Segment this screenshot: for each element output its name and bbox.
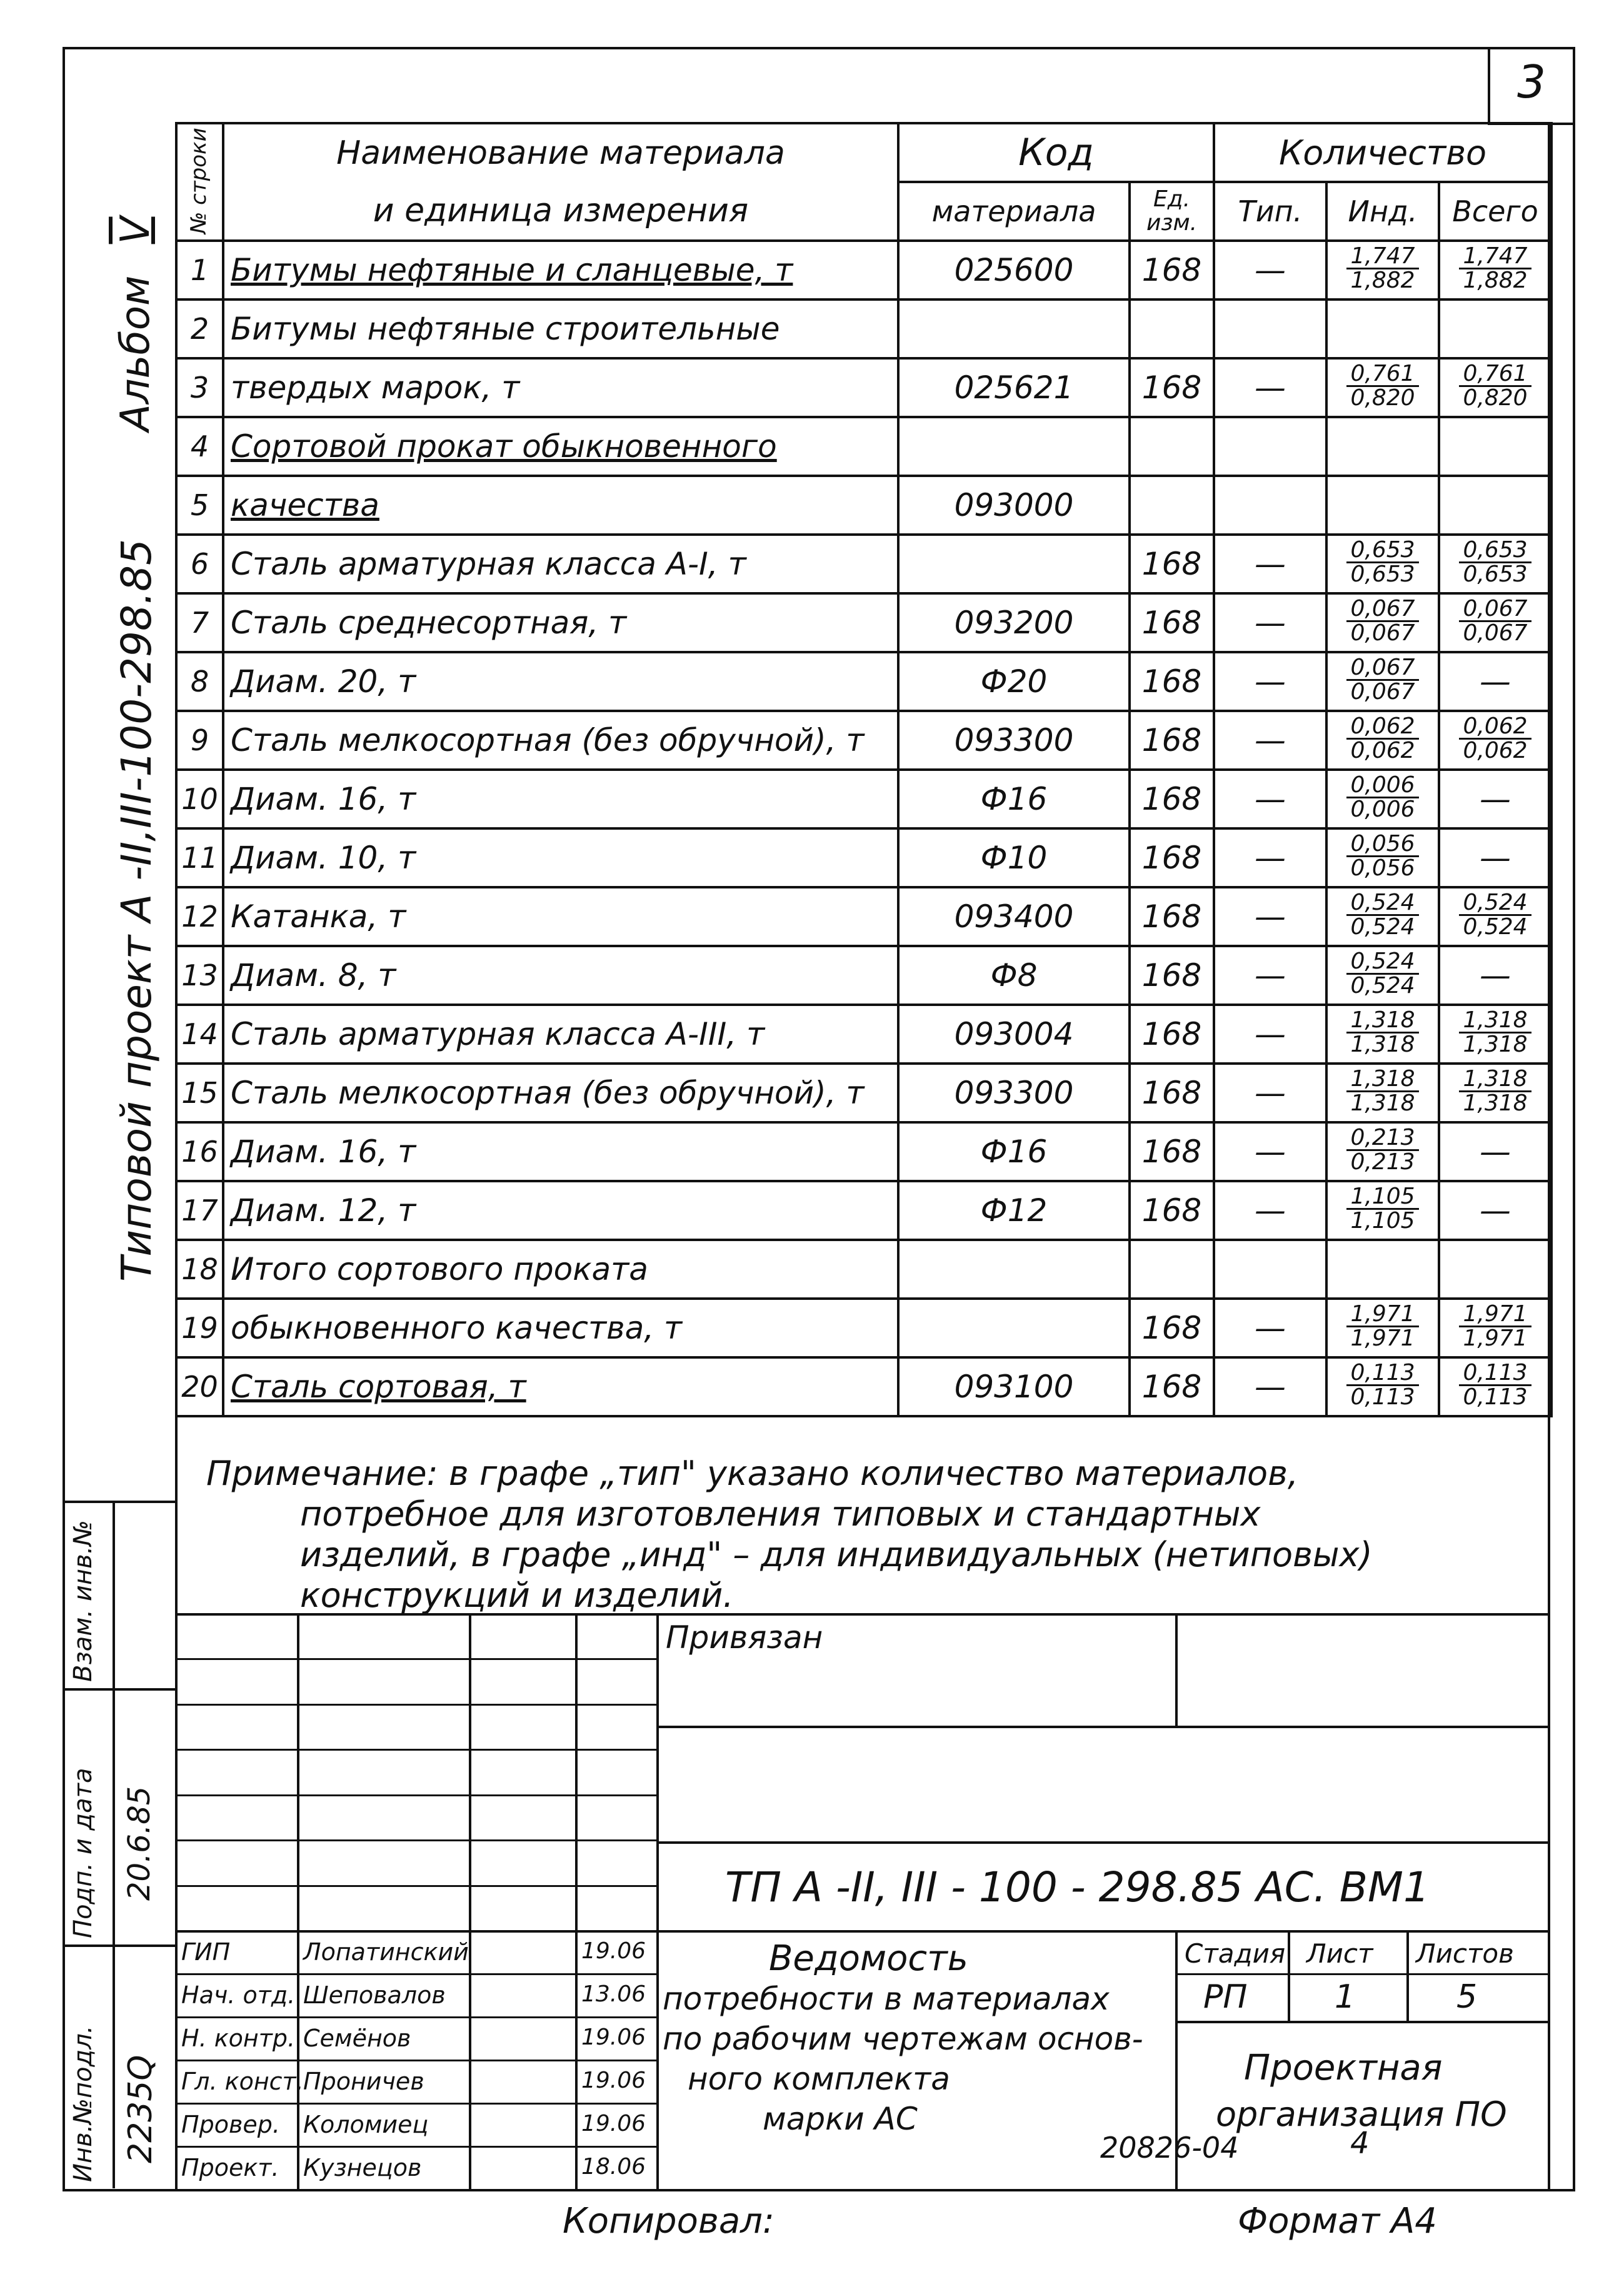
note-line-2: потребное для изготовления типовых и стандартных — [300, 1494, 1261, 1534]
row-material-name: Катанка, т — [223, 887, 898, 946]
note-line-1: Примечание: в графе „тип" указано количество материалов, — [206, 1454, 1299, 1493]
table-row — [176, 652, 1551, 711]
row-number: 12 — [176, 887, 223, 946]
row-qty-typ: — — [1214, 652, 1326, 711]
sign-name: Шеповалов — [303, 1981, 446, 2009]
row-qty-total — [1439, 299, 1551, 358]
tb-grid-line — [175, 2060, 656, 2061]
row-material-name: Сталь мелкосортная (без обручной), т — [223, 711, 898, 770]
row-qty-total-fraction: $\frac{0,113}{0,113}$ — [1459, 1362, 1531, 1409]
stamp-inv-original-value: 2235Q — [122, 2055, 159, 2163]
row-material-name: Сортовой прокат обыкновенного — [223, 417, 898, 476]
row-material-code: Ф16 — [898, 770, 1130, 828]
row-material-name: Диам. 16, т — [223, 1122, 898, 1181]
table-row — [176, 770, 1551, 828]
row-qty-ind — [1326, 476, 1439, 535]
tb-linked-label: Привязан — [666, 1619, 823, 1656]
row-material-name: Битумы нефтяные и сланцевые, т — [223, 241, 898, 299]
row-number: 6 — [176, 535, 223, 593]
row-unit-code: 168 — [1130, 535, 1214, 593]
sign-date: 18.06 — [581, 2154, 646, 2180]
row-qty-ind — [1326, 946, 1439, 1005]
row-qty-ind — [1326, 1181, 1439, 1240]
table-row — [176, 1357, 1551, 1416]
row-qty-total — [1439, 887, 1551, 946]
sign-role: Гл. конст. — [181, 2068, 304, 2095]
row-qty-typ: — — [1214, 770, 1326, 828]
table-row — [176, 1240, 1551, 1299]
row-qty-typ: — — [1214, 1181, 1326, 1240]
row-material-name: Битумы нефтяные строительные — [223, 299, 898, 358]
footer-copied: Копировал: — [563, 2201, 774, 2241]
row-number: 19 — [176, 1299, 223, 1357]
row-qty-total-fraction: $\frac{0,062}{0,062}$ — [1459, 715, 1531, 762]
row-material-code — [898, 535, 1130, 593]
row-qty-typ: — — [1214, 1005, 1326, 1064]
row-qty-typ: — — [1214, 1064, 1326, 1122]
stamp-line-1 — [63, 1501, 175, 1503]
row-material-name: обыкновенного качества, т — [223, 1299, 898, 1357]
row-qty-ind-fraction: $\frac{0,056}{0,056}$ — [1346, 833, 1418, 880]
row-qty-total-fraction-dash: — — [1480, 1134, 1511, 1170]
footer-format: Формат А4 — [1238, 2201, 1437, 2241]
row-qty-typ: — — [1214, 241, 1326, 299]
row-qty-total-fraction-dash: — — [1480, 663, 1511, 700]
sheet-number: 3 — [1517, 56, 1546, 108]
row-material-name: Диам. 10, т — [223, 828, 898, 887]
row-unit-code: 168 — [1130, 652, 1214, 711]
tb-org-line-1: Проектная — [1244, 2048, 1443, 2088]
table-row — [176, 1064, 1551, 1122]
row-unit-code: 168 — [1130, 1181, 1214, 1240]
row-qty-total-fraction: $\frac{0,524}{0,524}$ — [1459, 892, 1531, 938]
row-qty-total-fraction-dash: — — [1480, 1192, 1511, 1229]
table-row — [176, 1122, 1551, 1181]
row-unit-code: 168 — [1130, 828, 1214, 887]
row-material-name: Итого сортового проката — [223, 1240, 898, 1299]
row-number: 8 — [176, 652, 223, 711]
row-qty-ind — [1326, 535, 1439, 593]
stamp-sign-date: Подп. и дата — [69, 1768, 98, 1938]
row-material-name: Диам. 8, т — [223, 946, 898, 1005]
row-unit-code: 168 — [1130, 770, 1214, 828]
row-qty-total — [1439, 1357, 1551, 1416]
row-number: 4 — [176, 417, 223, 476]
row-unit-code: 168 — [1130, 1122, 1214, 1181]
row-qty-total-fraction-dash: — — [1480, 957, 1511, 994]
tb-code-bottom — [656, 1930, 1550, 1933]
frame-left-edge — [63, 47, 65, 2191]
sign-role: Нач. отд. — [181, 1981, 296, 2009]
row-unit-code: 168 — [1130, 1357, 1214, 1416]
row-qty-ind — [1326, 593, 1439, 652]
row-qty-total — [1439, 593, 1551, 652]
sign-role: Проект. — [181, 2154, 279, 2181]
row-unit-code: 168 — [1130, 1299, 1214, 1357]
row-qty-total — [1439, 1181, 1551, 1240]
row-material-code: 093000 — [898, 476, 1130, 535]
tb-sheet-divider — [1288, 1930, 1290, 2021]
row-number: 20 — [176, 1357, 223, 1416]
row-material-code: 093100 — [898, 1357, 1130, 1416]
row-material-name: Сталь сортовая, т — [223, 1357, 898, 1416]
row-unit-code — [1130, 299, 1214, 358]
row-qty-ind — [1326, 1064, 1439, 1122]
tb-doc-title-5: марки АС — [763, 2101, 918, 2137]
tb-doc-title-1: Ведомость — [769, 1938, 968, 1979]
row-qty-total — [1439, 1005, 1551, 1064]
row-qty-ind-fraction: $\frac{1,971}{1,971}$ — [1346, 1303, 1418, 1350]
sign-role: Провер. — [181, 2111, 280, 2138]
tb-grid-line — [175, 1839, 656, 1841]
header-name-1: Наименование материала — [223, 123, 898, 182]
row-material-name: Сталь среднесортная, т — [223, 593, 898, 652]
sign-date: 13.06 — [581, 1981, 646, 2007]
note-line-3: изделий, в графе „инд" – для индивидуальных (нетиповых) — [300, 1535, 1373, 1574]
row-material-name: твердых марок, т — [223, 358, 898, 417]
row-number: 5 — [176, 476, 223, 535]
row-unit-code: 168 — [1130, 1064, 1214, 1122]
table-row — [176, 1299, 1551, 1357]
row-qty-ind — [1326, 241, 1439, 299]
row-qty-typ — [1214, 476, 1326, 535]
row-number: 16 — [176, 1122, 223, 1181]
table-row — [176, 711, 1551, 770]
row-unit-code: 168 — [1130, 593, 1214, 652]
row-qty-ind-fraction: $\frac{0,653}{0,653}$ — [1346, 539, 1418, 586]
table-row — [176, 593, 1551, 652]
row-material-code — [898, 1299, 1130, 1357]
row-material-code: 025600 — [898, 241, 1130, 299]
row-qty-typ: — — [1214, 887, 1326, 946]
frame-right-edge — [1573, 47, 1575, 2191]
note-line-4: конструкций и изделий. — [300, 1576, 734, 1615]
stamp-column-divider — [113, 1501, 115, 2188]
row-qty-total — [1439, 241, 1551, 299]
row-qty-total-fraction: $\frac{1,318}{1,318}$ — [1459, 1068, 1531, 1115]
row-qty-typ: — — [1214, 1357, 1326, 1416]
row-material-code: Ф20 — [898, 652, 1130, 711]
header-qty-ind: Инд. — [1326, 182, 1439, 241]
table-row — [176, 299, 1551, 358]
row-qty-total-fraction: $\frac{0,761}{0,820}$ — [1459, 363, 1531, 410]
sign-role: Н. контр. — [181, 2025, 296, 2052]
row-qty-total — [1439, 946, 1551, 1005]
tb-stage-bottom — [1175, 2021, 1550, 2023]
row-material-code — [898, 1240, 1130, 1299]
tb-vline-role — [297, 1613, 299, 2191]
row-qty-total-fraction-dash: — — [1480, 840, 1511, 876]
table-header-row-2 — [176, 182, 1551, 241]
footer-page: 4 — [1350, 2126, 1370, 2161]
side-album-text: Альбом — [113, 275, 159, 431]
row-unit-code: 168 — [1130, 358, 1214, 417]
stamp-inv-replace: Взам. инв.№ — [69, 1520, 98, 1682]
tb-org-line-2: организация ПО — [1216, 2095, 1507, 2134]
row-qty-total-fraction-dash: — — [1480, 781, 1511, 817]
row-unit-code: 168 — [1130, 711, 1214, 770]
tb-sheets-value: 5 — [1456, 1978, 1478, 2016]
sign-date: 19.06 — [581, 2025, 646, 2050]
row-material-code — [898, 299, 1130, 358]
row-qty-ind-fraction: $\frac{0,062}{0,062}$ — [1346, 715, 1418, 762]
footer-code: 20826-04 — [1100, 2131, 1239, 2165]
row-qty-ind — [1326, 1357, 1439, 1416]
tb-stage-label: Стадия — [1185, 1938, 1286, 1969]
row-qty-total — [1439, 770, 1551, 828]
tb-doc-title-3: по рабочим чертежам основ- — [663, 2021, 1143, 2057]
row-material-code — [898, 417, 1130, 476]
row-qty-total-fraction: $\frac{0,067}{0,067}$ — [1459, 598, 1531, 645]
sign-name: Лопатинский — [303, 1938, 469, 1966]
stamp-line-2 — [63, 1688, 175, 1691]
table-row — [176, 476, 1551, 535]
sign-date: 19.06 — [581, 2111, 646, 2136]
header-code-material: материала — [898, 182, 1130, 241]
tb-grid-line — [175, 2103, 656, 2105]
row-qty-typ: — — [1214, 358, 1326, 417]
row-qty-ind-fraction: $\frac{0,761}{0,820}$ — [1346, 363, 1418, 410]
row-qty-total — [1439, 652, 1551, 711]
table-left-edge — [175, 122, 178, 2191]
row-qty-typ: — — [1214, 535, 1326, 593]
row-qty-typ — [1214, 1240, 1326, 1299]
row-qty-total — [1439, 711, 1551, 770]
header-name-2: и единица измерения — [223, 182, 898, 241]
row-qty-ind-fraction: $\frac{1,318}{1,318}$ — [1346, 1009, 1418, 1056]
row-qty-ind-fraction: $\frac{0,213}{0,213}$ — [1346, 1127, 1418, 1174]
row-qty-total-fraction: $\frac{1,747}{1,882}$ — [1459, 245, 1531, 292]
stamp-line-3 — [63, 1944, 175, 1947]
row-material-name: Диам. 20, т — [223, 652, 898, 711]
tb-grid-line — [175, 1794, 656, 1796]
row-qty-ind-fraction: $\frac{1,318}{1,318}$ — [1346, 1068, 1418, 1115]
header-row-number — [176, 123, 223, 241]
row-unit-code: 168 — [1130, 1005, 1214, 1064]
table-row — [176, 828, 1551, 887]
tb-document-code: ТП А -II, III - 100 - 298.85 АС. ВМ1 — [725, 1863, 1430, 1911]
tb-top-line — [175, 1613, 1550, 1616]
side-album-label — [113, 217, 159, 431]
table-row — [176, 241, 1551, 299]
row-qty-total — [1439, 535, 1551, 593]
table-header-row-1 — [176, 123, 1551, 182]
tb-sheet-value: 1 — [1335, 1978, 1356, 2016]
row-qty-ind — [1326, 1005, 1439, 1064]
header-qty-typ: Тип. — [1214, 182, 1326, 241]
row-qty-typ: — — [1214, 593, 1326, 652]
table-row — [176, 417, 1551, 476]
header-code: Код — [898, 123, 1214, 182]
row-material-code: 025621 — [898, 358, 1130, 417]
frame-top-edge — [63, 47, 1575, 49]
row-material-name: Сталь арматурная класса А-I, т — [223, 535, 898, 593]
tb-code-top — [656, 1841, 1550, 1844]
row-number: 1 — [176, 241, 223, 299]
row-qty-total — [1439, 1122, 1551, 1181]
row-qty-typ: — — [1214, 711, 1326, 770]
row-material-code: 093400 — [898, 887, 1130, 946]
row-number: 7 — [176, 593, 223, 652]
header-qty-total: Всего — [1439, 182, 1551, 241]
row-qty-total — [1439, 417, 1551, 476]
tb-doc-title-4: ного комплекта — [688, 2061, 950, 2097]
row-qty-ind — [1326, 358, 1439, 417]
row-number: 3 — [176, 358, 223, 417]
tb-grid-line — [175, 1930, 656, 1933]
row-unit-code — [1130, 1240, 1214, 1299]
row-qty-typ: — — [1214, 1299, 1326, 1357]
tb-linked-divider — [1175, 1613, 1178, 1726]
sign-name: Кузнецов — [303, 2154, 422, 2181]
sign-name: Проничев — [303, 2068, 424, 2095]
tb-grid-line — [175, 2016, 656, 2018]
row-number: 13 — [176, 946, 223, 1005]
row-qty-typ: — — [1214, 828, 1326, 887]
row-material-code: 093200 — [898, 593, 1130, 652]
header-row-number-text: № строки — [186, 128, 211, 234]
row-material-code: Ф8 — [898, 946, 1130, 1005]
row-unit-code — [1130, 417, 1214, 476]
row-material-name: Сталь арматурная класса А-III, т — [223, 1005, 898, 1064]
tb-vline-date — [656, 1613, 659, 2191]
tb-stage-mid — [1175, 1973, 1550, 1975]
stamp-sign-date-value: 20.6.85 — [122, 1786, 157, 1901]
row-material-code: Ф10 — [898, 828, 1130, 887]
table-row — [176, 1005, 1551, 1064]
tb-grid-line — [175, 2146, 656, 2148]
sheet-number-box — [1488, 47, 1575, 125]
row-qty-total — [1439, 828, 1551, 887]
tb-grid-line — [175, 1885, 656, 1887]
row-qty-typ — [1214, 417, 1326, 476]
row-number: 17 — [176, 1181, 223, 1240]
row-qty-total — [1439, 1240, 1551, 1299]
header-quantity: Количество — [1214, 123, 1551, 182]
row-number: 2 — [176, 299, 223, 358]
row-qty-total — [1439, 1064, 1551, 1122]
table-row — [176, 535, 1551, 593]
row-qty-ind-fraction: $\frac{0,113}{0,113}$ — [1346, 1362, 1418, 1409]
tb-grid-line — [175, 1658, 656, 1660]
row-qty-ind — [1326, 770, 1439, 828]
row-number: 14 — [176, 1005, 223, 1064]
row-qty-total — [1439, 1299, 1551, 1357]
table-row — [176, 358, 1551, 417]
row-number: 11 — [176, 828, 223, 887]
tb-vline-sign — [575, 1613, 578, 2191]
row-qty-ind-fraction: $\frac{0,524}{0,524}$ — [1346, 892, 1418, 938]
frame-bottom-edge — [63, 2189, 1575, 2191]
row-qty-total-fraction: $\frac{0,653}{0,653}$ — [1459, 539, 1531, 586]
tb-sheet-label: Лист — [1306, 1938, 1373, 1969]
row-material-code: Ф12 — [898, 1181, 1130, 1240]
sign-date: 19.06 — [581, 2068, 646, 2093]
row-number: 18 — [176, 1240, 223, 1299]
row-number: 15 — [176, 1064, 223, 1122]
tb-stage-value: РП — [1203, 1978, 1248, 2016]
row-qty-ind — [1326, 887, 1439, 946]
row-qty-typ — [1214, 299, 1326, 358]
side-project-label: Типовой проект А -II,III-100-298.85 — [113, 539, 161, 1282]
row-qty-ind — [1326, 299, 1439, 358]
row-qty-total — [1439, 476, 1551, 535]
row-unit-code: 168 — [1130, 887, 1214, 946]
row-qty-ind-fraction: $\frac{0,524}{0,524}$ — [1346, 950, 1418, 997]
row-qty-ind — [1326, 1299, 1439, 1357]
sign-name: Коломиец — [303, 2111, 429, 2138]
row-qty-total-fraction: $\frac{1,971}{1,971}$ — [1459, 1303, 1531, 1350]
row-material-code: 093004 — [898, 1005, 1130, 1064]
sign-role: ГИП — [181, 1938, 231, 1966]
row-qty-ind-fraction: $\frac{1,747}{1,882}$ — [1346, 245, 1418, 292]
row-qty-ind — [1326, 711, 1439, 770]
tb-vline-name — [469, 1613, 471, 2191]
table-row — [176, 1181, 1551, 1240]
row-unit-code — [1130, 476, 1214, 535]
tb-grid-line — [175, 1704, 656, 1706]
row-material-name: Диам. 16, т — [223, 770, 898, 828]
table-body — [176, 241, 1551, 1416]
row-unit-code: 168 — [1130, 946, 1214, 1005]
row-material-code: 093300 — [898, 1064, 1130, 1122]
row-qty-typ: — — [1214, 946, 1326, 1005]
row-material-name: качества — [223, 476, 898, 535]
row-qty-total-fraction: $\frac{1,318}{1,318}$ — [1459, 1009, 1531, 1056]
table-right-edge — [1548, 122, 1550, 2191]
row-qty-ind — [1326, 1240, 1439, 1299]
row-qty-ind-fraction: $\frac{0,006}{0,006}$ — [1346, 774, 1418, 821]
row-qty-ind — [1326, 652, 1439, 711]
row-material-code: 093300 — [898, 711, 1130, 770]
row-qty-ind-fraction: $\frac{0,067}{0,067}$ — [1346, 657, 1418, 703]
row-qty-ind — [1326, 417, 1439, 476]
row-unit-code: 168 — [1130, 241, 1214, 299]
table-row — [176, 946, 1551, 1005]
tb-grid-line — [175, 1973, 656, 1975]
header-code-unit: Ед. изм. — [1130, 182, 1214, 241]
stamp-inv-original: Инв.№подл. — [69, 2025, 98, 2182]
row-qty-ind-fraction: $\frac{1,105}{1,105}$ — [1346, 1185, 1418, 1232]
row-material-name: Сталь мелкосортная (без обручной), т — [223, 1064, 898, 1122]
row-qty-ind — [1326, 828, 1439, 887]
row-material-code: Ф16 — [898, 1122, 1130, 1181]
tb-doc-title-2: потребности в материалах — [663, 1981, 1110, 2017]
row-material-name: Диам. 12, т — [223, 1181, 898, 1240]
row-qty-ind — [1326, 1122, 1439, 1181]
tb-sheets-label: Листов — [1416, 1938, 1514, 1969]
row-qty-ind-fraction: $\frac{0,067}{0,067}$ — [1346, 598, 1418, 645]
sign-name: Семёнов — [303, 2025, 411, 2052]
side-album-number: V — [113, 216, 159, 244]
row-qty-total — [1439, 358, 1551, 417]
row-number: 9 — [176, 711, 223, 770]
row-qty-typ: — — [1214, 1122, 1326, 1181]
sign-date: 19.06 — [581, 1938, 646, 1964]
table-row — [176, 887, 1551, 946]
tb-grid-line — [175, 1749, 656, 1751]
row-number: 10 — [176, 770, 223, 828]
materials-table — [175, 122, 1553, 1417]
tb-sheets-divider — [1406, 1930, 1409, 2021]
tb-linked-bottom — [656, 1726, 1550, 1728]
